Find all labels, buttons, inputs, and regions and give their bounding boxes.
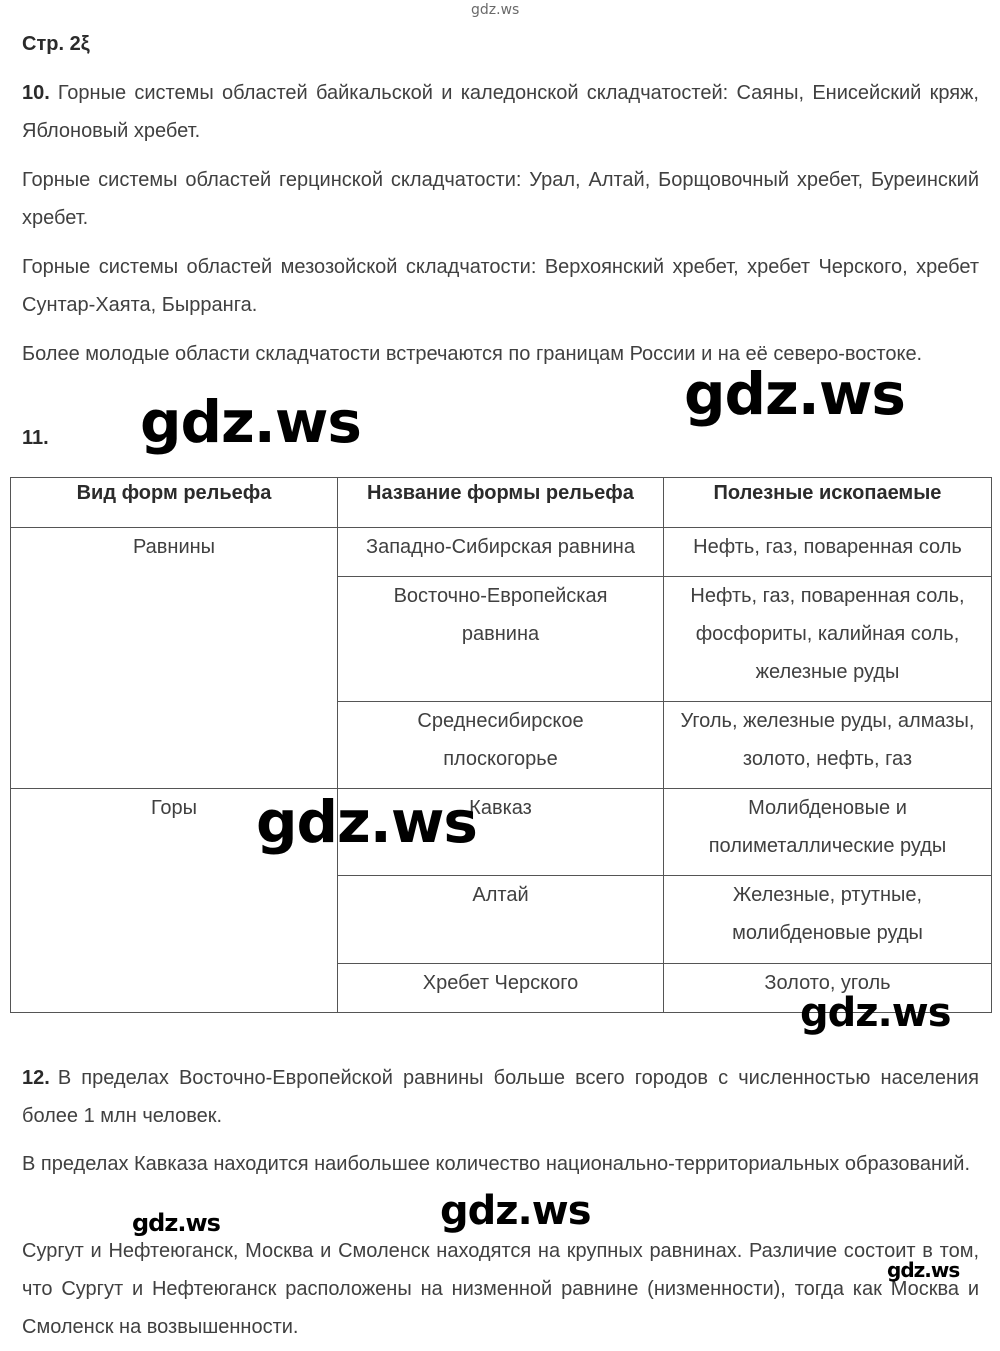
header-relief-type: Вид форм рельефа bbox=[11, 478, 338, 528]
q10-paragraph-2: Горные системы областей герцинской складчатости: Урал, Алтай, Борщовочный хребет, Буреинский хребет. bbox=[22, 169, 979, 229]
cell-minerals: Уголь, железные руды, алмазы, золото, нефть, газ bbox=[664, 702, 992, 789]
cell-minerals: Нефть, газ, поваренная соль bbox=[664, 528, 992, 577]
cell-name: Западно-Сибирская равнина bbox=[338, 528, 664, 577]
watermark: gdz.ws bbox=[684, 360, 905, 428]
table-header-row bbox=[11, 478, 992, 528]
q11-number: 11. bbox=[22, 427, 49, 449]
cell-name: Алтай bbox=[338, 876, 664, 964]
q12-paragraph-2: В пределах Кавказа находится наибольшее количество национально-территориальных образований. bbox=[22, 1153, 970, 1175]
table-row bbox=[11, 528, 992, 577]
q10-paragraph-4: Более молодые области складчатости встречаются по границам России и на её северо-востоке. bbox=[22, 343, 923, 365]
table-row bbox=[11, 789, 992, 876]
q12-paragraph-1 bbox=[22, 1059, 979, 1135]
q12-number: 12. bbox=[22, 1067, 50, 1089]
cell-minerals: Молибденовые и полиметаллические руды bbox=[664, 789, 992, 876]
cell-minerals: Железные, ртутные, молибденовые руды bbox=[664, 876, 992, 964]
watermark: gdz.ws bbox=[887, 1258, 960, 1282]
cell-name: Хребет Черского bbox=[338, 964, 664, 1013]
relief-table bbox=[10, 477, 992, 1013]
cell-type-mountains: Горы bbox=[11, 789, 338, 1013]
q10-paragraph-1 bbox=[22, 74, 979, 150]
header-minerals: Полезные ископаемые bbox=[664, 478, 992, 528]
q10-paragraph-3: Горные системы областей мезозойской складчатости: Верхоянский хребет, хребет Черского, хребет Сунтар-Хаята, Бырранга. bbox=[22, 256, 979, 316]
cell-name: Среднесибирское плоскогорье bbox=[338, 702, 664, 789]
q10-number: 10. bbox=[22, 82, 50, 104]
cell-name: Кавказ bbox=[338, 789, 664, 876]
cell-minerals: Золото, уголь bbox=[664, 964, 992, 1013]
cell-type-plains: Равнины bbox=[11, 528, 338, 789]
watermark: gdz.ws bbox=[800, 990, 951, 1036]
cell-name: Восточно-Европейская равнина bbox=[338, 577, 664, 702]
watermark: gdz.ws bbox=[132, 1209, 220, 1237]
cell-minerals: Нефть, газ, поваренная соль, фосфориты, калийная соль, железные руды bbox=[664, 577, 992, 702]
q12-paragraph-3: Сургут и Нефтеюганск, Москва и Смоленск находятся на крупных равнинах. Различие состоит в том, что Сургут и Нефтеюганск расположены на низменной равнине (низменности), тогда как Москва и Смоленск на возвышенности. bbox=[22, 1240, 979, 1338]
q12-text-1: В пределах Восточно-Европейской равнины больше всего городов с численностью населения более 1 млн человек. bbox=[22, 1067, 979, 1127]
watermark: gdz.ws bbox=[140, 388, 361, 456]
watermark: gdz.ws bbox=[440, 1188, 591, 1234]
watermark-top: gdz.ws bbox=[471, 2, 520, 18]
header-relief-name: Название формы рельефа bbox=[338, 478, 664, 528]
watermark: gdz.ws bbox=[256, 788, 477, 856]
page-label: Стр. 2ξ bbox=[22, 33, 90, 55]
q10-text-1: Горные системы областей байкальской и каледонской складчатостей: Саяны, Енисейский кряж, Яблоновый хребет. bbox=[22, 82, 979, 142]
